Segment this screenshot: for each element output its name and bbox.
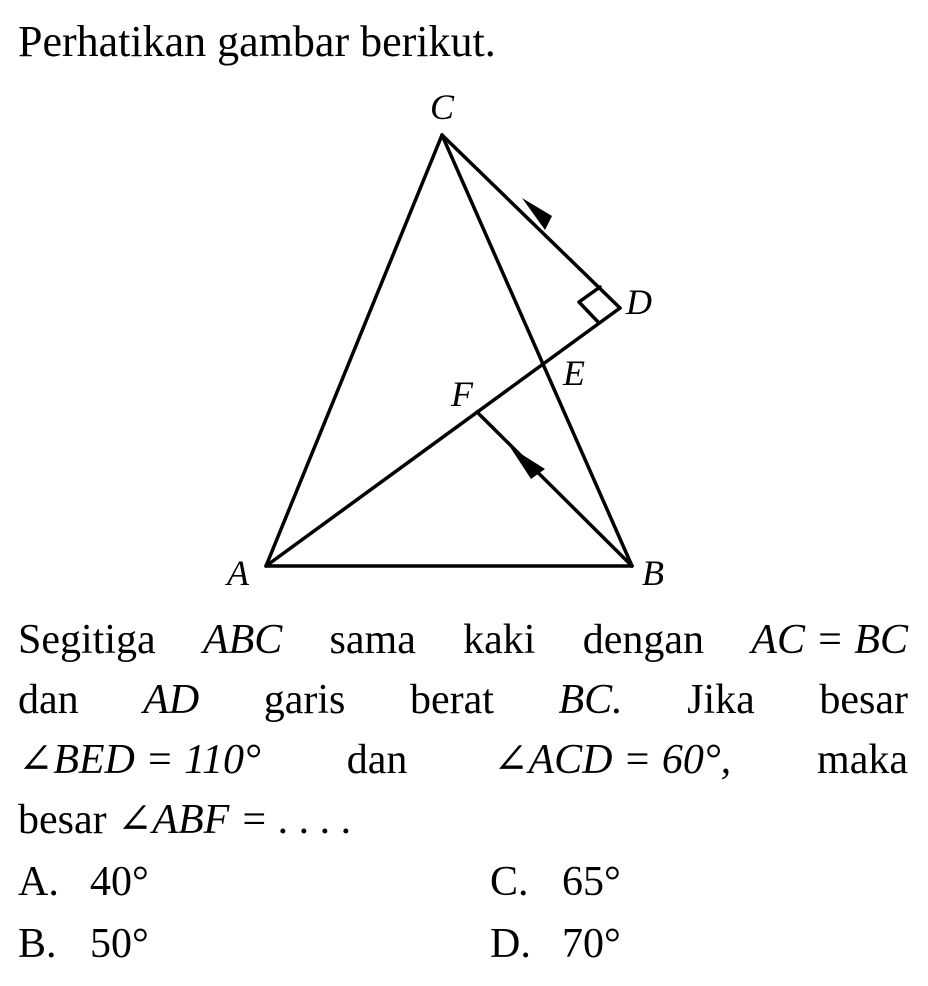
option-value: 65° [562,859,621,905]
problem-statement [18,610,908,850]
option-b [18,914,149,974]
problem-word: garis [263,677,346,723]
option-a [18,852,149,912]
label-c: C [430,87,455,127]
problem-word: BC. [558,677,623,723]
option-value: 50° [90,921,149,967]
problem-word: kaki [463,617,536,663]
label-b: B [642,553,664,593]
problem-word: ∠ABF = . . . . [117,797,353,843]
option-letter: B. [18,921,57,967]
problem-word: ∠BED = 110° [18,737,261,783]
intro-text: Perhatikan gambar berikut. [18,17,496,66]
problem-word: dengan [582,617,705,663]
problem-word: Segitiga [18,617,156,663]
option-d [490,914,621,974]
problem-word: dan [346,737,408,783]
option-letter: A. [18,859,59,905]
segment-bf [477,412,632,566]
option-letter: D. [490,921,531,967]
problem-word: berat [409,677,494,723]
label-f: F [451,374,473,414]
problem-word: besar [819,677,908,723]
problem-line-2 [18,670,908,730]
option-value: 40° [90,859,149,905]
option-letter: C. [490,859,529,905]
segment-bc [442,135,632,566]
problem-word: maka [817,737,908,783]
problem-word: besar [18,797,107,843]
segment-cd [442,135,620,308]
option-value: 70° [562,921,621,967]
problem-word: ABC [202,617,283,663]
problem-line-3 [18,730,908,790]
label-d: D [626,282,652,322]
problem-word: AD [143,677,200,723]
problem-line-1 [18,610,908,670]
problem-word: sama [329,617,416,663]
label-e: E [563,353,585,393]
problem-word: ∠ACD = 60°, [493,737,732,783]
problem-line-4 [18,790,908,850]
problem-word: AC = BC [751,617,908,663]
option-c [490,852,621,912]
problem-word: Jika [687,677,755,723]
problem-word: dan [18,677,79,723]
label-a: A [227,553,249,593]
right-angle-marker [579,287,600,323]
